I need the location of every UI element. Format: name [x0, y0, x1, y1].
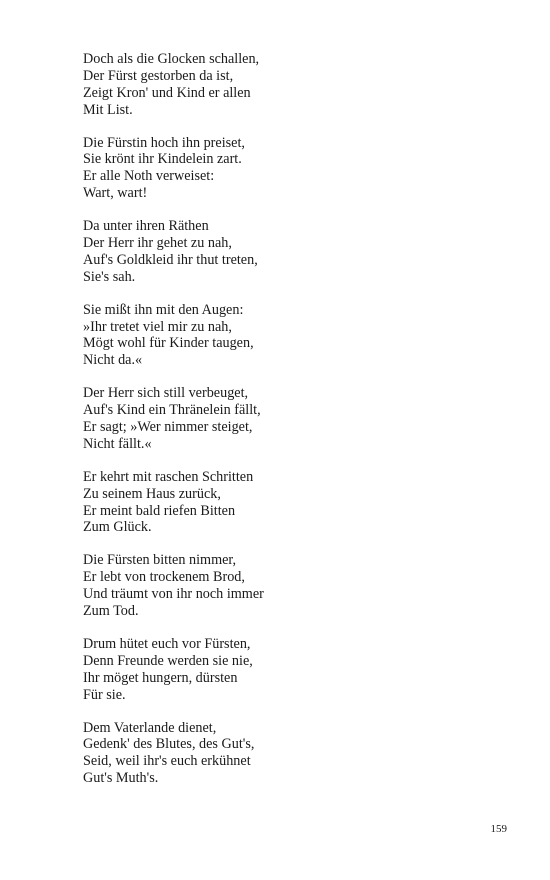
poem-line: Er kehrt mit raschen Schritten [83, 468, 254, 485]
poem-line: Nicht da.« [83, 352, 143, 369]
poem-line: Gut's Muth's. [83, 770, 159, 787]
poem-line: Zum Glück. [83, 519, 152, 536]
poem-line: Auf's Goldkleid ihr thut treten, [83, 251, 258, 268]
poem-line: Er lebt von trockenem Brod, [83, 569, 245, 586]
page-number: 159 [490, 823, 507, 835]
poem-line: Wart, wart! [83, 185, 148, 202]
poem-line: Zu seinem Haus zurück, [83, 485, 221, 502]
poem-line: Der Herr ihr gehet zu nah, [83, 235, 232, 252]
poem-line: Drum hütet euch vor Fürsten, [83, 635, 251, 652]
stanza-3 [83, 218, 503, 286]
stanza-9 [83, 720, 503, 788]
poem-line: Denn Freunde werden sie nie, [83, 652, 253, 669]
poem-line: Nicht fällt.« [83, 435, 152, 452]
poem-line: »Ihr tretet viel mir zu nah, [83, 318, 232, 335]
poem-line: Doch als die Glocken schallen, [83, 51, 260, 67]
poem-line: Die Fürstin hoch ihn preiset, [83, 134, 245, 151]
poem-line: Gedenk' des Blutes, des Gut's, [83, 736, 255, 753]
stanza-2 [83, 135, 503, 203]
poem-line: Der Fürst gestorben da ist, [83, 67, 234, 84]
poem-line: Er sagt; »Wer nimmer steiget, [83, 419, 253, 436]
poem-line: Dem Vaterlande dienet, [83, 719, 217, 736]
poem-line: Sie krönt ihr Kindelein zart. [83, 151, 242, 168]
poem-line: Mit List. [83, 101, 133, 118]
stanza-6 [83, 469, 503, 537]
stanza-4 [83, 302, 503, 370]
poem-line: Er meint bald riefen Bitten [83, 502, 236, 519]
poem-line: Sie's sah. [83, 268, 136, 285]
poem-line: Zeigt Kron' und Kind er allen [83, 84, 251, 101]
poem-line: Für sie. [83, 686, 126, 703]
poem-line: Auf's Kind ein Thränelein fällt, [83, 402, 261, 419]
poem-line: Ihr möget hungern, dürsten [83, 669, 238, 686]
stanza-5 [83, 385, 503, 453]
poem-line: Sie mißt ihn mit den Augen: [83, 301, 244, 318]
stanza-8 [83, 636, 503, 704]
poem-line: Da unter ihren Räthen [83, 218, 209, 235]
stanza-1 [83, 51, 503, 119]
poem-line: Zum Tod. [83, 603, 139, 620]
poem-line: Seid, weil ihr's euch erkühnet [83, 753, 251, 770]
poem-line: Mögt wohl für Kinder taugen, [83, 335, 254, 352]
poem [83, 51, 503, 803]
poem-line: Der Herr sich still verbeuget, [83, 385, 249, 402]
poem-line: Und träumt von ihr noch immer [83, 586, 264, 603]
poem-line: Die Fürsten bitten nimmer, [83, 552, 237, 569]
stanza-7 [83, 552, 503, 620]
poem-line: Er alle Noth verweiset: [83, 168, 215, 185]
